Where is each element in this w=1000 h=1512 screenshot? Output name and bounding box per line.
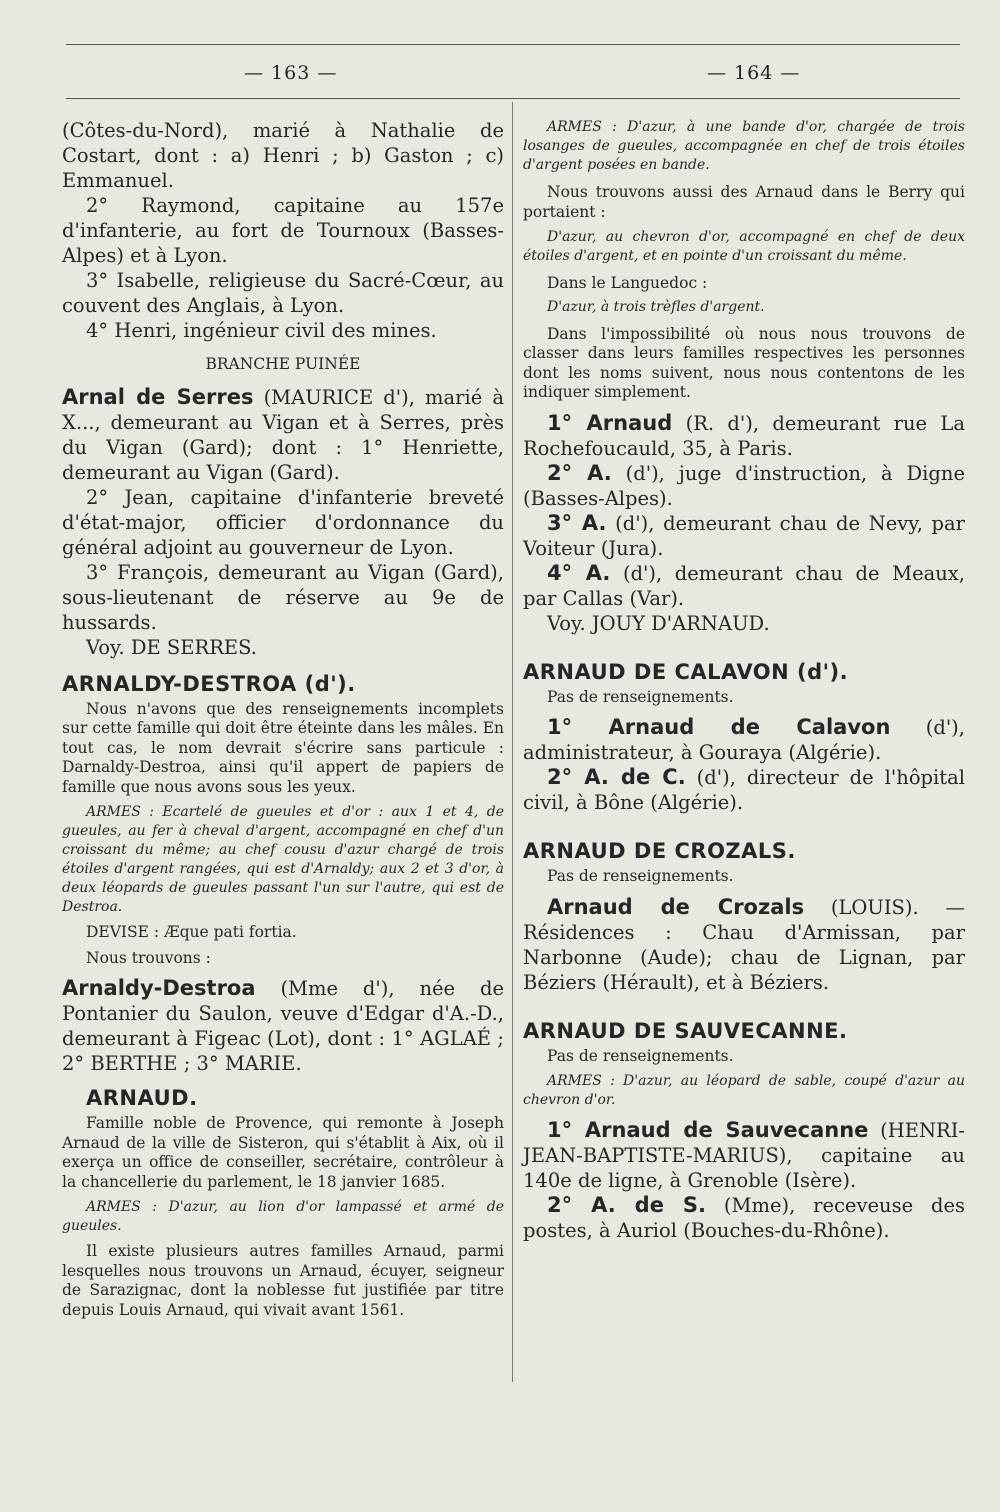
entry-name: 1° Arnaud bbox=[547, 410, 673, 435]
paragraph: 4° Henri, ingénieur civil des mines. bbox=[86, 319, 437, 342]
entry bbox=[62, 976, 504, 1076]
paragraph: 3° François, demeurant au Vigan (Gard), sous-lieutenant de réserve au 9e de hussards. bbox=[62, 560, 504, 634]
entry bbox=[523, 765, 965, 815]
column-divider bbox=[512, 102, 513, 1382]
page-number-left: — 163 — bbox=[244, 62, 338, 84]
entry-name: Arnaud de Crozals bbox=[547, 894, 805, 919]
entry-text: (Mme d'), née de Pontanier du Saulon, veuve d'Edgar d'A.-D., demeurant à Figeac (Lot), dont : 1° AGLAÉ ; 2° BERTHE ; 3° MARIE. bbox=[62, 977, 504, 1075]
entry-text: (d'), demeurant chau de Meaux, par Callas (Var). bbox=[523, 561, 965, 610]
paragraph: Dans le Languedoc : bbox=[547, 274, 708, 292]
family-heading: ARNAUD DE SAUVECANNE. bbox=[523, 1018, 848, 1043]
entry-name: 3° A. bbox=[547, 510, 607, 535]
paragraph: Pas de renseignements. bbox=[547, 687, 734, 706]
entry-text: (MAURICE d'), marié à X..., demeurant au Vigan et à Serres, près du Vigan (Gard); dont : 1° Henriette, demeurant au Vigan (Gard). bbox=[62, 385, 505, 484]
entry bbox=[62, 385, 504, 485]
devise: DEVISE : Æque pati fortia. bbox=[86, 923, 297, 941]
cross-reference: Voy. DE SERRES. bbox=[86, 635, 257, 659]
right-column bbox=[523, 118, 965, 1243]
entry-text: (Mme), receveuse des postes, à Auriol (Bouches-du-Rhône). bbox=[523, 1194, 966, 1242]
paragraph: Nous trouvons aussi des Arnaud dans le Berry qui portaient : bbox=[523, 183, 965, 221]
entry-name: 2° A. de C. bbox=[547, 765, 686, 789]
header-rule bbox=[66, 98, 960, 99]
paragraph: 2° Jean, capitaine d'infanterie breveté d'état-major, officier d'ordonnance du général adjoint au gouverneur de Lyon. bbox=[62, 485, 504, 559]
cross-reference: Voy. JOUY D'ARNAUD. bbox=[547, 611, 770, 635]
entry-text: (d'), administrateur, à Gouraya (Algérie). bbox=[523, 716, 965, 764]
paragraph: Pas de renseignements. bbox=[547, 867, 734, 885]
entry-name: 2° A. bbox=[547, 460, 612, 485]
paragraph: (Côtes-du-Nord), marié à Nathalie de Costart, dont : a) Henri ; b) Gaston ; c) Emmanuel. bbox=[62, 119, 504, 192]
entry-text: (d'), directeur de l'hôpital civil, à Bône (Algérie). bbox=[523, 766, 965, 814]
entry-name: 2° A. de S. bbox=[547, 1193, 707, 1217]
entry-name: 1° Arnaud de Sauvecanne bbox=[547, 1118, 869, 1142]
paragraph: Dans l'impossibilité où nous nous trouvons de classer dans leurs familles respectives les personnes dont les noms suivent, nous nous contentons de les indiquer simplement. bbox=[523, 324, 965, 401]
armes-blazon: D'azur, à trois trèfles d'argent. bbox=[547, 298, 765, 315]
entry bbox=[523, 1193, 965, 1243]
entry bbox=[523, 511, 965, 561]
family-heading: ARNAUD. bbox=[86, 1086, 198, 1110]
entry-text: (d'), demeurant chau de Nevy, par Voiteur (Jura). bbox=[523, 511, 965, 560]
paragraph: Nous trouvons : bbox=[86, 948, 211, 967]
paragraph: 2° Raymond, capitaine au 157e d'infanterie, au fort de Tournoux (Basses-Alpes) et à Lyon. bbox=[62, 194, 504, 267]
family-heading: ARNAUD DE CALAVON (d'). bbox=[523, 659, 849, 684]
entry bbox=[523, 715, 965, 765]
entry-text: (R. d'), demeurant rue La Rochefoucauld, 35, à Paris. bbox=[523, 411, 965, 460]
page-number-right: — 164 — bbox=[707, 62, 801, 84]
entry-text: (LOUIS). — Résidences : Chau d'Armissan, par Narbonne (Aude); chau de Lignan, par Béziers (Hérault), et à Béziers. bbox=[523, 895, 966, 994]
entry bbox=[523, 411, 965, 461]
entry bbox=[523, 461, 965, 511]
top-rule bbox=[66, 44, 960, 45]
armes-blazon: ARMES : D'azur, au léopard de sable, coupé d'azur au chevron d'or. bbox=[523, 1073, 965, 1108]
paragraph: Nous n'avons que des renseignements incomplets sur cette famille qui doit être éteinte dans les mâles. En tout cas, le nom devrait s'écrire sans particule : Darnaldy-Destroa, ainsi qu'il appert de papiers de famille que nous avons sous les yeux. bbox=[62, 699, 504, 796]
entry-text: (HENRI-JEAN-BAPTISTE-MARIUS), capitaine au 140e de ligne, à Grenoble (Isère). bbox=[523, 1119, 965, 1192]
paragraph: Il existe plusieurs autres familles Arnaud, parmi lesquelles nous trouvons un Arnaud, écuyer, seigneur de Sarazignac, dont la noblesse fut justifiée par titre depuis Louis Arnaud, qui vivait avant 1561. bbox=[62, 1242, 504, 1319]
entry-name: Arnal de Serres bbox=[62, 384, 254, 409]
family-heading: ARNAUD DE CROZALS. bbox=[523, 839, 796, 863]
paragraph: 3° Isabelle, religieuse du Sacré-Cœur, au couvent des Anglais, à Lyon. bbox=[62, 269, 504, 317]
armes-blazon: ARMES : D'azur, au lion d'or lampassé et armé de gueules. bbox=[62, 1199, 504, 1234]
entry-name: Arnaldy-Destroa bbox=[62, 976, 256, 1000]
paragraph: Pas de renseignements. bbox=[547, 1046, 734, 1065]
entry bbox=[523, 895, 965, 995]
entry-name: 4° A. bbox=[547, 560, 611, 585]
entry-name: 1° Arnaud de Calavon bbox=[547, 715, 891, 739]
left-column bbox=[62, 118, 504, 1320]
family-heading: ARNALDY-DESTROA (d'). bbox=[62, 671, 356, 696]
entry-text: (d'), juge d'instruction, à Digne (Basses-Alpes). bbox=[523, 461, 965, 510]
entry bbox=[523, 1118, 965, 1193]
section-subheading: BRANCHE PUINÉE bbox=[205, 355, 361, 373]
armes-blazon: ARMES : D'azur, à une bande d'or, chargée de trois losanges de gueules, accompagnée en chef de trois étoiles d'argent posées en bande. bbox=[523, 119, 965, 173]
armes-blazon: D'azur, au chevron d'or, accompagné en chef de deux étoiles d'argent, et en pointe d'un croissant du même. bbox=[523, 229, 965, 264]
paragraph: Famille noble de Provence, qui remonte à Joseph Arnaud de la ville de Sisteron, qui s'établit à Aix, où il exerça un office de conseiller, secrétaire, contrôleur à la chancellerie du parlement, le 18 janvier 1685. bbox=[62, 1114, 504, 1191]
entry bbox=[523, 561, 965, 611]
armes-blazon: ARMES : Ecartelé de gueules et d'or : aux 1 et 4, de gueules, au fer à cheval d'argent, accompagné en chef d'un croissant du même; au chef cousu d'azur chargé de trois étoiles d'argent rangées, qui est d'Arnaldy; aux 2 et 3 d'or, à deux léopards de gueules passant l'un sur l'autre, qui est de Destroa. bbox=[62, 804, 504, 915]
